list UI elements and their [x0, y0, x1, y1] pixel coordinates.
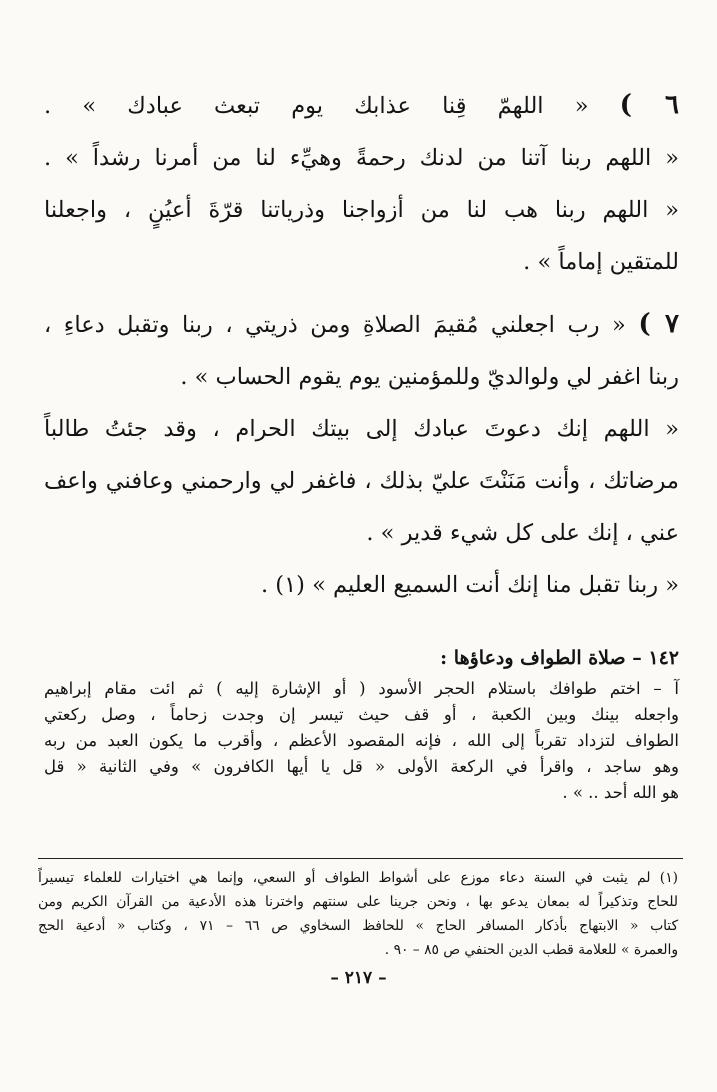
- text-line: ربنا اغفر لي ولوالديّ وللمؤمنين يوم يقوم الحساب » .: [180, 364, 679, 390]
- footnote-line: للحاج وتذكيراً له بمعان يدعو بها ، ونحن جرينا على سنتهم واخترنا هذه الأدعية من القرآن الكريم ومن: [38, 894, 678, 910]
- text-span: « اللهمّ قِنا عذابك يوم تبعث عبادك » .: [44, 93, 589, 119]
- footnote-line: (١) لم يثبت في السنة دعاء موزع على أشواط الطواف أو السعي، وإنما هي اختيارات للعلماء تيسيراً: [38, 870, 678, 886]
- text-line: هو الله أحد .. » .: [562, 783, 679, 802]
- item-number-6: ٦ ): [619, 90, 679, 120]
- text-line: عني ، إنك على كل شيء قدير » .: [366, 520, 679, 546]
- section-heading-142: ١٤٢ – صلاة الطواف ودعاؤها :: [440, 647, 679, 669]
- text-line: « اللهم إنك دعوتَ عبادك إلى بيتك الحرام ، وقد جئتُ طالباً: [44, 416, 679, 442]
- text-line: مرضاتك ، وأنت مَنَنْتَ عليّ بذلك ، فاغفر لي وارحمني وعافني واعف: [44, 468, 679, 494]
- text-line: [44, 309, 679, 340]
- footnote-divider: [38, 858, 683, 859]
- section-142-body: [44, 676, 679, 806]
- page-number: – ٢١٧ –: [330, 968, 387, 988]
- text-line: [44, 90, 679, 121]
- footnote-line: والعمرة » للعلامة قطب الدين الحنفي ص ٨٥ – ٩٠ .: [384, 942, 678, 958]
- text-line: واجعله بينك وبين الكعبة ، أو قف حيث تيسر إن وجدت زحاماً ، وصل ركعتي: [44, 705, 679, 724]
- section-6: [44, 90, 679, 277]
- text-span: « رب اجعلني مُقيمَ الصلاةِ ومن ذريتي ، ربنا وتقبل دعاءِ ،: [44, 312, 626, 338]
- text-line: « اللهم ربنا آتنا من لدنك رحمةً وهيِّء لنا من أمرنا رشداً » .: [44, 145, 679, 171]
- text-line: « اللهم ربنا هب لنا من أزواجنا وذرياتنا قرّةَ أعيُنٍ ، واجعلنا: [44, 197, 679, 223]
- text-line: للمتقين إماماً » .: [523, 249, 679, 275]
- text-line: الطواف لتزداد تقرباً إلى الله ، فإنه المقصود الأعظم ، وأقرب ما يكون العبد من ربه: [44, 731, 679, 750]
- item-number-7: ٧ ): [638, 309, 679, 339]
- text-line: آ – اختم طوافك باستلام الحجر الأسود ( أو الإشارة إليه ) ثم ائت مقام إبراهيم: [44, 679, 679, 698]
- footnote: [38, 866, 678, 962]
- text-line: وهو ساجد ، واقرأ في الركعة الأولى « قل يا أيها الكافرون » وفي الثانية « قل: [44, 757, 679, 776]
- footnote-line: كتاب « الابتهاج بأذكار المسافر الحاج » للحافظ السخاوي ص ٦٦ – ٧١ ، وكتاب « أدعية الحج: [38, 918, 679, 934]
- text-line: « ربنا تقبل منا إنك أنت السميع العليم » (١) .: [260, 572, 679, 598]
- section-7: [44, 309, 679, 600]
